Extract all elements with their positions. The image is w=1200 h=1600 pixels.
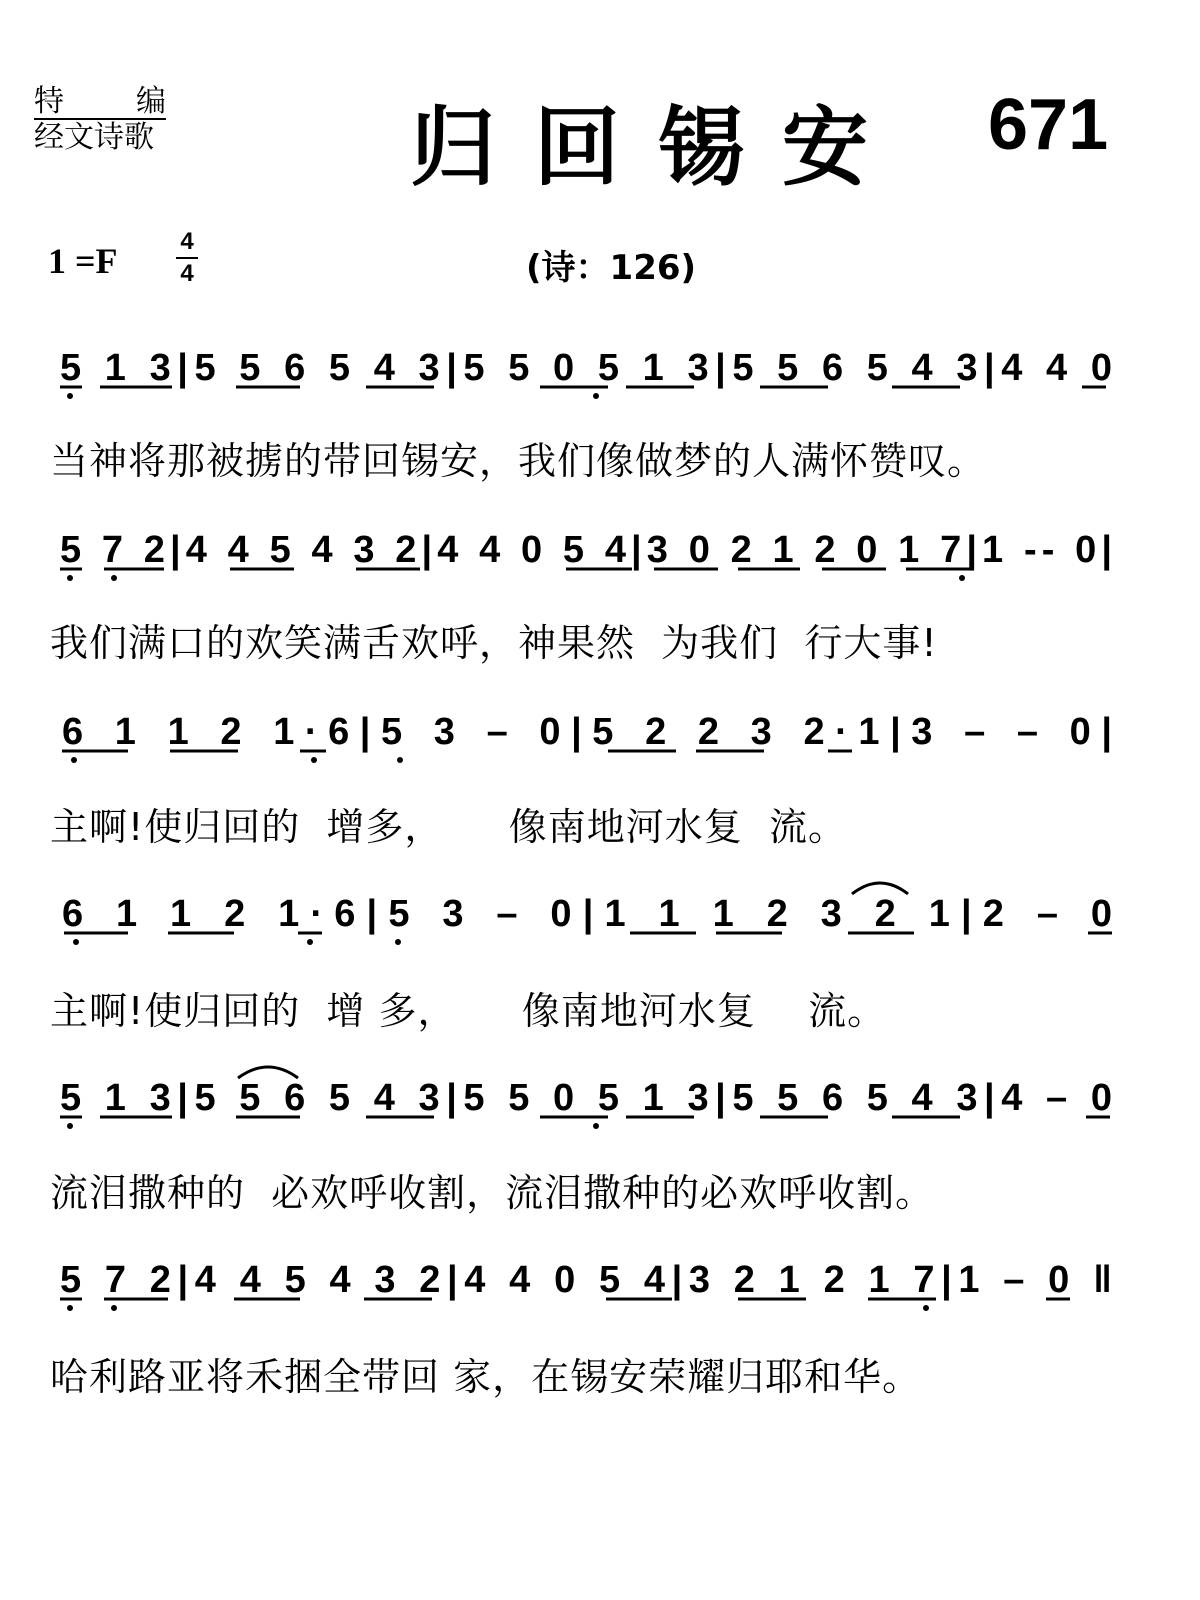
collection-label-top-right: 编 xyxy=(136,84,166,119)
notation-text-5: 5 1 3|5 5 6 5 4 3|5 5 0 5 1 3|5 5 6 5 4 3|4 – 0 xyxy=(60,1077,1113,1119)
lyric-line-3: 主啊!使归回的 增多， 像南地河水复 流。 xyxy=(50,805,847,849)
song-title: 归回锡安 xyxy=(410,98,906,198)
lyric-line-5: 流泪撒种的 必欢呼收割，流泪撒种的必欢呼收割。 xyxy=(50,1171,935,1215)
notation-line-3 xyxy=(0,704,1200,764)
collection-label-bottom: 经文诗歌 xyxy=(34,120,154,155)
notation-text-2: 5 7 2|4 4 5 4 3 2|4 4 0 5 4|3 0 2 1 2 0 1 7|1 -- 0| xyxy=(60,529,1112,571)
time-signature xyxy=(176,228,198,288)
scripture-reference: (诗：126) xyxy=(526,248,697,288)
time-signature-bottom: 4 xyxy=(180,260,194,287)
notation-line-4 xyxy=(0,886,1200,946)
notation-text-3: 6 1 1 2 1·6|5 3 – 0|5 2 2 3 2·1|3 – – 0| xyxy=(62,711,1113,753)
lyric-line-6: 哈利路亚将禾捆全带回 家，在锡安荣耀归耶和华。 xyxy=(50,1355,922,1399)
notation-text-6: 5 7 2|4 4 5 4 3 2|4 4 0 5 4|3 2 1 2 1 7|1 – 0 ‖ xyxy=(60,1259,1112,1301)
notation-line-1 xyxy=(0,340,1200,400)
collection-label-top xyxy=(34,86,166,120)
lyric-line-1: 当神将那被掳的带回锡安，我们像做梦的人满怀赞叹。 xyxy=(50,439,987,483)
lyric-line-2: 我们满口的欢笑满舌欢呼，神果然 为我们 行大事! xyxy=(50,621,938,665)
time-signature-top: 4 xyxy=(180,228,194,255)
notation-text-4: 6 1 1 2 1·6|5 3 – 0|1 1 1 2 3 2 1|2 – 0 xyxy=(62,893,1112,935)
notation-line-5 xyxy=(0,1070,1200,1130)
notation-line-6 xyxy=(0,1252,1200,1312)
key-signature: 1 =F xyxy=(48,241,118,281)
notation-text-1: 5 1 3|5 5 6 5 4 3|5 5 0 5 1 3|5 5 6 5 4 3|4 4 0 xyxy=(60,347,1113,389)
notation-line-2 xyxy=(0,522,1200,582)
hymn-number: 671 xyxy=(988,85,1109,165)
collection-label-top-left: 特 xyxy=(34,84,64,119)
lyric-line-4: 主啊!使归回的 增 多， 像南地河水复 流。 xyxy=(50,989,887,1033)
